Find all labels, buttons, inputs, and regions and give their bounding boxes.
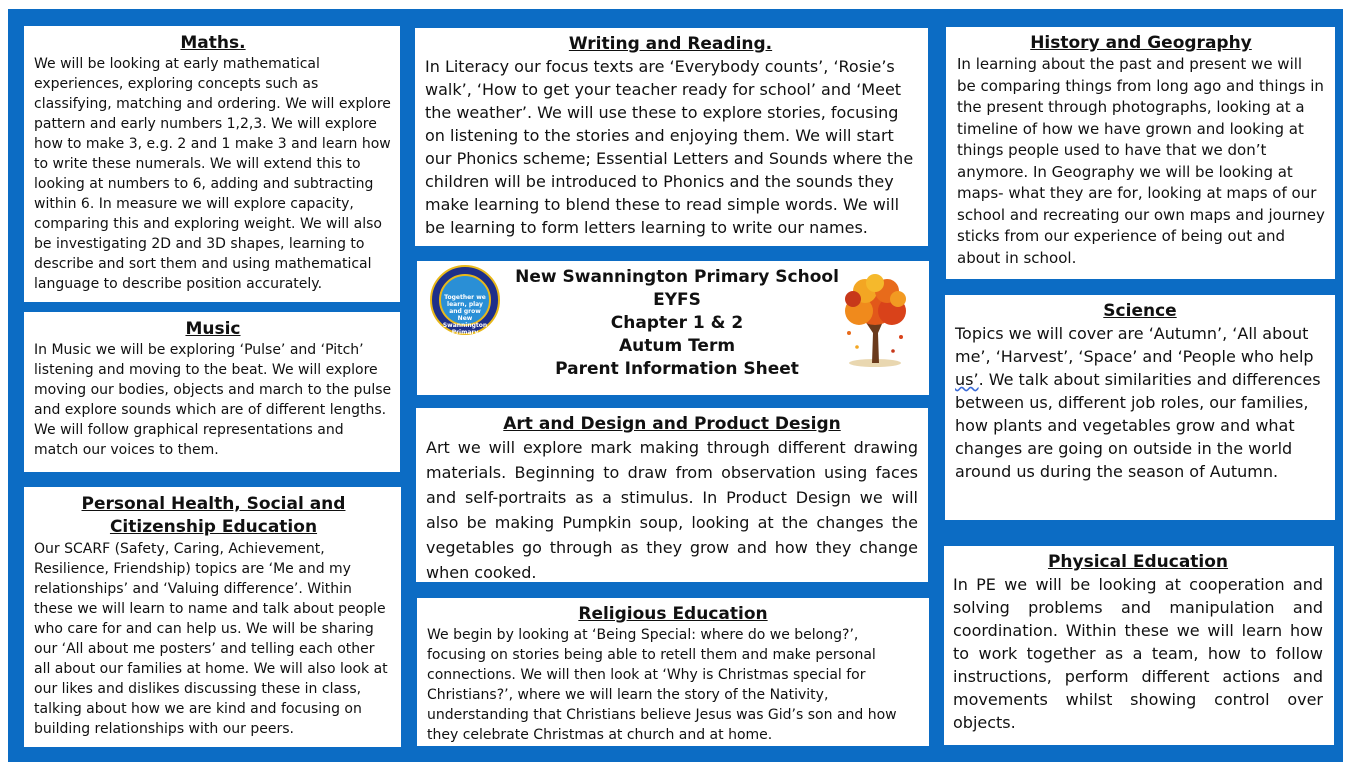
music-text: In Music we will be exploring ‘Pulse’ and ‘Pitch’ listening and moving to the beat. We will explore moving our bodies, objects and march to the pulse and explore sounds which are of different lengths. We will follow graphical representations and match our voices to them. xyxy=(34,342,392,458)
re-title: Religious Education xyxy=(578,604,768,624)
sheet-name: Parent Information Sheet xyxy=(555,359,799,379)
music-panel xyxy=(24,312,400,472)
pshe-text: Our SCARF (Safety, Caring, Achievement, Resilience, Friendship) topics are ‘Me and my relationships’ and ‘Valuing difference’. Within these we will learn to name and talk about people who care for and can help us. We will be sharing our ‘All about me posters’ and telling each other all about our families at home. We will also look at our likes and dislikes discussing these in class, talking about how we are kind and focusing on building relationships with our peers. xyxy=(34,541,388,737)
religious-education-panel xyxy=(417,598,929,746)
science-text-end: . We talk about similarities and differences between us, different job roles, our families, how plants and vegetables grow and what changes are going on outside in the world around us during the season of Autumn. xyxy=(955,370,1321,481)
art-text: Art we will explore mark making through different drawing materials. Beginning to draw from observation using faces and self-portraits as a stimulus. In Product Design we will also be making Pumpkin soup, looking at the changes the vegetables go through as they grow and how they change when cooked. xyxy=(426,438,918,582)
science-title: Science xyxy=(1103,301,1177,321)
art-design-panel xyxy=(416,408,928,582)
writing-title: Writing and Reading. xyxy=(568,34,773,54)
re-text: We begin by looking at ‘Being Special: where do we belong?’, focusing on stories being able to retell them and make personal connections. We will then look at ‘Why is Christmas special for Christians?’, where we will learn the story of the Nativity, understanding that Christians believe Jesus was Gid’s son and how they celebrate Christmas at church and at home. xyxy=(427,627,897,743)
science-text-start: Topics we will cover are ‘Autumn’, ‘All about me’, ‘Harvest’, ‘Space’ and ‘People who help xyxy=(955,324,1314,366)
history-text: In learning about the past and present we will be comparing things from long ago and things in the present through photographs, looking at a timeline of how we have grown and looking at things people used to have that we don’t anymore. In Geography we will be looking at maps- what they are for, looking at maps of our school and recreating our own maps and journey sticks from our experience of being out and about in school. xyxy=(957,55,1325,267)
sheet-title-block xyxy=(512,266,842,381)
writing-text: In Literacy our focus texts are ‘Everybody counts’, ‘Rosie’s walk’, ‘How to get your teacher ready for school’ and ‘Meet the weather’. We will use these to explore stories, focusing on listening to the stories and enjoying them. We will start our Phonics scheme; Essential Letters and Sounds where the children will be introduced to Phonics and the sounds they make learning to blend these to read simple words. We will be learning to form letters learning to write our names. xyxy=(425,57,914,237)
science-text-us: us’ xyxy=(955,370,979,389)
maths-text: We will be looking at early mathematical experiences, exploring concepts such as classifying, matching and ordering. We will explore pattern and early numbers 1,2,3. We will explore how to make 3, e.g. 2 and 1 make 3 and learn how to write these numerals. We will extend this to looking at numbers to 6, adding and subtracting within 6. In measure we will explore capacity, comparing this and exploring weight. We will also be investigating 2D and 3D shapes, learning to describe and sort them and using mathematical language to describe position accurately. xyxy=(34,56,391,292)
pe-title: Physical Education xyxy=(1047,552,1229,572)
maths-title: Maths. xyxy=(180,33,246,53)
school-logo-text: Together we learn, play and grow New Swannington Primary School xyxy=(442,294,488,343)
physical-education-panel xyxy=(944,546,1334,745)
science-text xyxy=(955,322,1325,483)
science-panel xyxy=(945,295,1335,520)
music-title: Music xyxy=(185,319,241,339)
pe-text: In PE we will be looking at cooperation and solving problems and manipulation and coordination. Within these we will learn how to work together as a team, how to follow instructions, perform different actions and movements whilst showing control over objects. xyxy=(953,575,1323,732)
maths-panel xyxy=(24,26,400,302)
pshe-panel xyxy=(24,487,401,747)
school-stage: EYFS xyxy=(653,290,701,310)
art-title: Art and Design and Product Design xyxy=(503,414,841,434)
school-logo xyxy=(430,265,500,343)
school-logo-inner xyxy=(439,274,491,343)
history-title: History and Geography xyxy=(1030,33,1252,53)
writing-reading-panel xyxy=(415,28,928,246)
pshe-title: Personal Health, Social and Citizenship Education xyxy=(81,494,346,537)
history-geography-panel xyxy=(946,27,1335,279)
school-info-panel xyxy=(417,261,929,395)
autumn-tree-icon xyxy=(835,271,915,371)
school-term: Autum Term xyxy=(618,336,736,356)
school-chapter: Chapter 1 & 2 xyxy=(610,313,744,333)
school-name: New Swannington Primary School xyxy=(515,267,839,287)
